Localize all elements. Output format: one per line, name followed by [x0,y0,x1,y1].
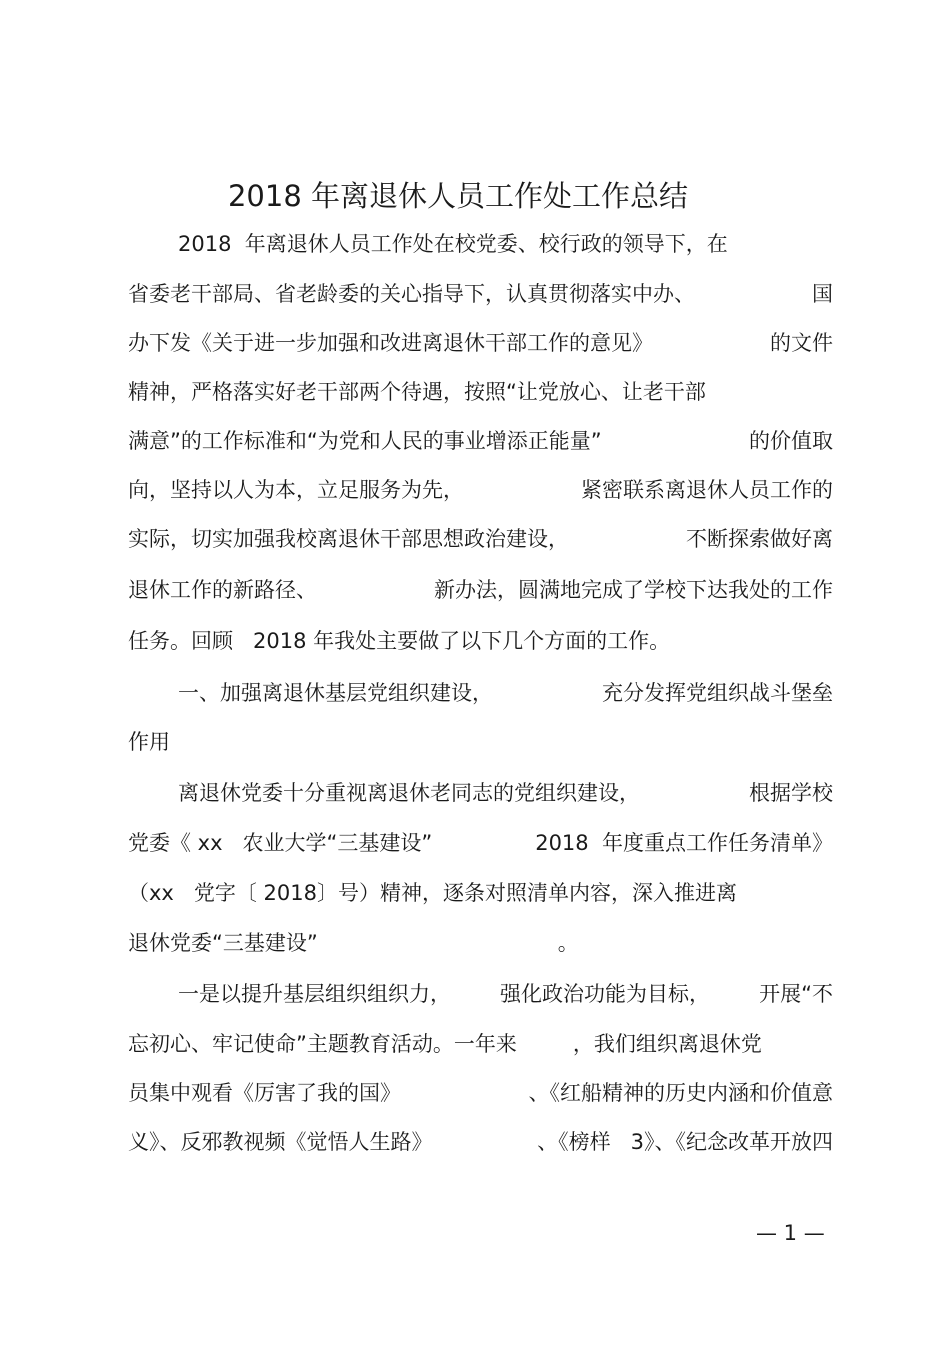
text-segment: ，我们组织离退休党 [572,1032,762,1056]
text-segment: 充分发挥党组织战斗堡垒 [602,681,833,705]
text-segment: 任务。回顾 2018 年我处主要做了以下几个方面的工作。 [128,629,671,653]
text-segment: 省委老干部局、省老龄委的关心指导下，认真贯彻落实中办、 [128,282,695,306]
text-segment: 的文件 [770,331,833,355]
text-segment: 精神，严格落实好老干部两个待遇，按照“让党放心、让老干部 [128,380,706,404]
text-segment: 党委《 xx 农业大学“三基建设” [128,831,433,855]
text-segment: 作用 [128,730,170,754]
text-line [178,778,833,808]
text-line [128,878,833,908]
text-segment: 2018 年离退休人员工作处在校党委、校行政的领导下，在 [178,232,728,256]
document-title: 2018 年离退休人员工作处工作总结 [227,179,689,213]
text-segment: 国 [812,282,833,306]
text-segment: 紧密联系离退休人员工作的 [581,478,833,502]
page-number: — 1 — [756,1221,825,1245]
text-segment: 义》、反邪教视频《觉悟人生路》 [128,1130,433,1154]
text-line [128,426,833,456]
text-line [178,229,833,259]
text-segment: 、《红船精神的历史内涵和价值意 [528,1081,833,1105]
text-line [128,1029,833,1059]
text-line [128,727,833,757]
text-line [128,626,833,656]
text-segment: 新办法，圆满地完成了学校下达我处的工作 [434,578,833,602]
text-line [128,928,833,958]
text-segment: 强化政治功能为目标， [500,982,711,1006]
text-line [128,475,833,505]
text-segment: 满意”的工作标准和“为党和人民的事业增添正能量” [128,429,602,453]
text-segment: （xx 党字〔 2018〕号）精神，逐条对照清单内容，深入推进离 [128,881,737,905]
text-segment: 退休党委“三基建设” [128,931,318,955]
text-line [128,828,833,858]
text-segment: 实际，切实加强我校离退休干部思想政治建设， [128,527,569,551]
text-segment: 根据学校 [749,781,833,805]
text-line [128,524,833,554]
text-segment: 退休工作的新路径、 [128,578,317,602]
text-line [178,678,833,708]
text-line [128,377,833,407]
text-segment: 一是以提升基层组织组织力， [178,982,451,1006]
text-segment: 向，坚持以人为本，立足服务为先， [128,478,464,502]
text-line [178,979,833,1009]
text-segment: 2018 年度重点工作任务清单》 [535,831,833,855]
text-line [128,1127,833,1157]
text-line [128,328,833,358]
text-segment: 忘初心、牢记使命”主题教育活动。一年来 [128,1032,517,1056]
text-segment: 、《榜样 3》、《纪念改革开放四 [537,1130,833,1154]
text-segment: 员集中观看《厉害了我的国》 [128,1081,401,1105]
text-segment: 一、加强离退休基层党组织建设， [178,681,493,705]
text-segment: 办下发《关于进一步加强和改进离退休干部工作的意见》 [128,331,653,355]
text-line [128,1078,833,1108]
text-segment: 的价值取 [749,429,833,453]
text-line [128,575,833,605]
text-segment: 离退休党委十分重视离退休老同志的党组织建设， [178,781,640,805]
text-line [128,279,833,309]
text-segment: 不断探索做好离 [686,527,833,551]
text-segment: 开展“不 [759,982,833,1006]
text-segment: 。 [557,931,579,955]
